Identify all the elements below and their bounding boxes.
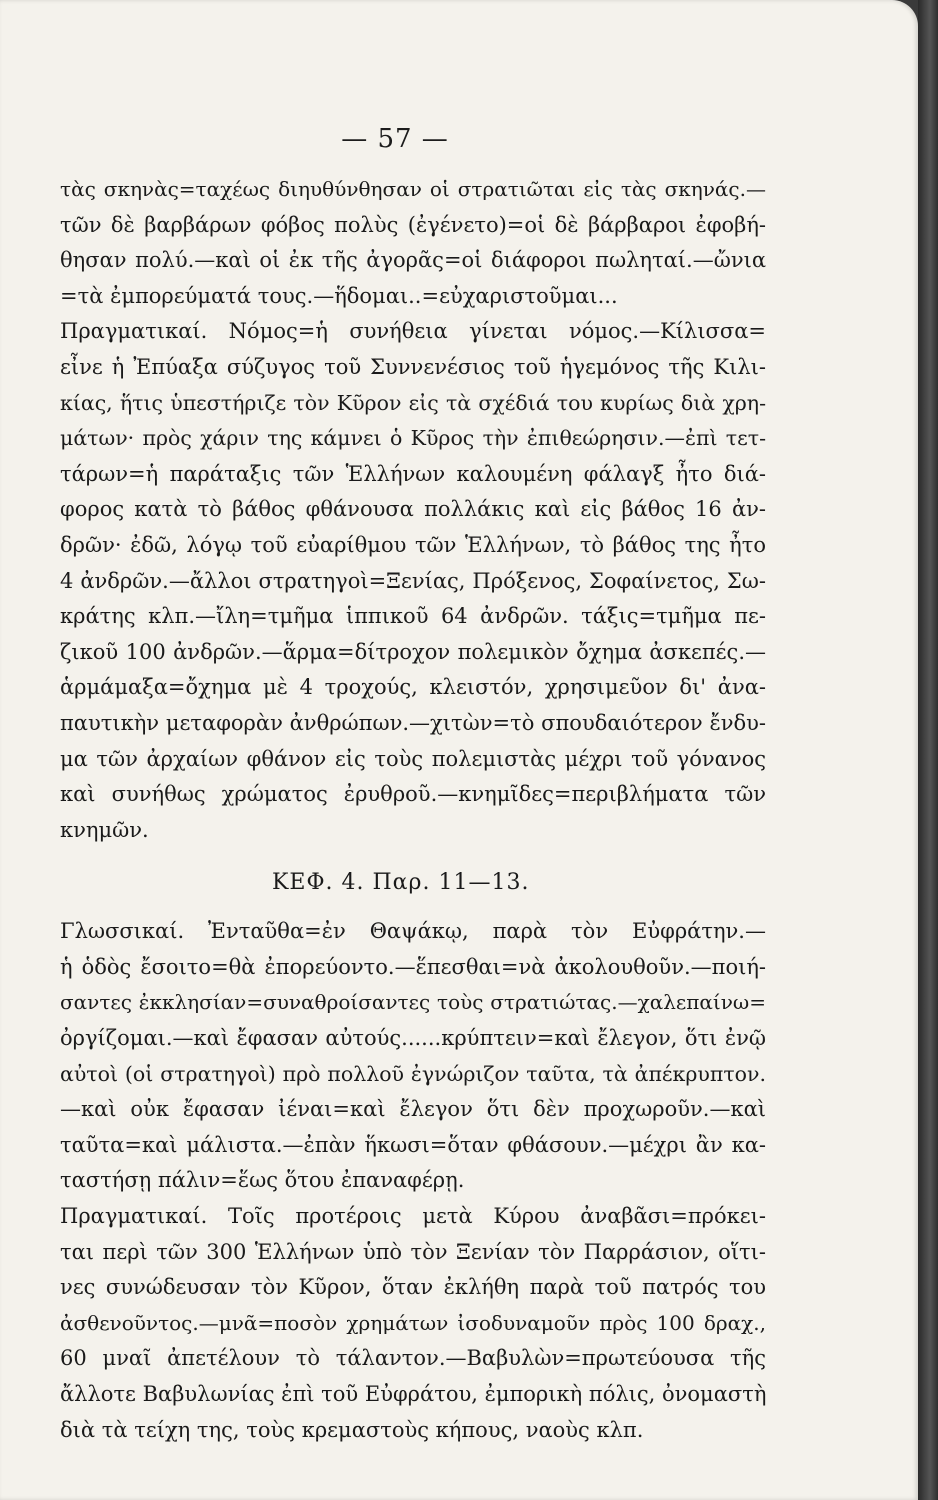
text-line: καὶ συνήθως χρώματος ἐρυθροῦ.—κνημῖδες=περιβλήματα τῶν	[60, 782, 766, 807]
text-line: ζικοῦ 100 ἀνδρῶν.—ἅρμα=δίτροχον πολεμικὸν ὄχημα ἀσκεπές.—	[60, 639, 766, 664]
text-line: αὐτοὶ (οἱ στρατηγοὶ) πρὸ πολλοῦ ἐγνώριζον ταῦτα, τὰ ἀπέκρυπτον.	[60, 1061, 766, 1086]
text-line: —καὶ οὐκ ἔφασαν ἰέναι=καὶ ἔλεγον ὅτι δὲν προχωροῦν.—καὶ	[60, 1097, 766, 1122]
notes-paragraph-2	[60, 914, 766, 1199]
text-line: τῶν δὲ βαρβάρων φόβος πολὺς (ἐγένετο)=οἱ δὲ βάρβαροι ἐφοβή-	[60, 212, 766, 237]
text-line: μα τῶν ἀρχαίων φθάνον εἰς τοὺς πολεμιστὰς μέχρι τοῦ γόνανος	[60, 746, 766, 771]
text-line: Γλωσσικαί. Ἐνταῦθα=ἐν Θαψάκῳ, παρὰ τὸν Εὐφράτην.—	[60, 919, 766, 944]
text-line: μάτων· πρὸς χάριν της κάμνει ὁ Κῦρος τὴν ἐπιθεώρησιν.—ἐπὶ τετ-	[60, 426, 766, 451]
notes-paragraph-1	[60, 172, 766, 848]
text-line: =τὰ ἐμπορεύματά τους.—ἥδομαι..=εὐχαριστοῦμαι...	[60, 283, 618, 308]
text-line: νες συνώδευσαν τὸν Κῦρον, ὅταν ἐκλήθη παρὰ τοῦ πατρός του	[60, 1275, 766, 1300]
text-line: 4 ἀνδρῶν.—ἄλλοι στρατηγοὶ=Ξενίας, Πρόξενος, Σοφαίνετος, Σω-	[60, 568, 766, 593]
text-line: ἀσθενοῦντος.—μνᾶ=ποσὸν χρημάτων ἰσοδυναμοῦν πρὸς 100 δραχ.,	[60, 1310, 766, 1335]
text-line: παυτικὴν μεταφορὰν ἀνθρώπων.—χιτὼν=τὸ σπουδαιότερον ἔνδυ-	[60, 710, 766, 735]
text-line: κνημῶν.	[60, 817, 149, 842]
book-spine-edge	[918, 0, 938, 1500]
text-line: κίας, ἥτις ὑπεστήριζε τὸν Κῦρον εἰς τὰ σχέδιά του κυρίως διὰ χρη-	[60, 390, 766, 415]
text-line: Πραγματικαί. Νόμος=ἡ συνήθεια γίνεται νόμος.—Κίλισσα=	[60, 319, 766, 344]
text-line: κράτης κλπ.—ἴλη=τμῆμα ἱππικοῦ 64 ἀνδρῶν. τάξις=τμῆμα πε-	[60, 604, 766, 629]
chapter-heading: ΚΕΦ. 4. Παρ. 11—13.	[272, 870, 530, 896]
text-line: ται περὶ τῶν 300 Ἑλλήνων ὑπὸ τὸν Ξενίαν τὸν Παρράσιον, οἵτι-	[60, 1239, 766, 1264]
text-line: Πραγματικαί. Τοῖς προτέροις μετὰ Κύρου ἀναβᾶσι=πρόκει-	[60, 1204, 766, 1229]
text-line: 60 μναῖ ἀπετέλουν τὸ τάλαντον.—Βαβυλὼν=πρωτεύουσα τῆς	[60, 1346, 766, 1371]
page-number: — 57 —	[341, 124, 449, 154]
text-line: ταῦτα=καὶ μάλιστα.—ἐπὰν ἥκωσι=ὅταν φθάσουν.—μέχρι ἂν κα-	[60, 1132, 766, 1157]
text-line: ὀργίζομαι.—καὶ ἔφασαν αὐτούς......κρύπτειν=καὶ ἔλεγον, ὅτι ἐνῷ	[60, 1026, 766, 1051]
notes-paragraph-3	[60, 1199, 766, 1448]
text-line: διὰ τὰ τείχη της, τοὺς κρεμαστοὺς κήπους, ναοὺς κλπ.	[60, 1417, 644, 1442]
text-line: τὰς σκηνὰς=ταχέως διηυθύνθησαν οἱ στρατιῶται εἰς τὰς σκηνάς.—	[60, 177, 766, 201]
text-line: ἡ ὁδὸς ἔσοιτο=θὰ ἐπορεύοντο.—ἕπεσθαι=νὰ ἀκολουθοῦν.—ποιή-	[60, 954, 766, 979]
text-line: ἄλλοτε Βαβυλωνίας ἐπὶ τοῦ Εὐφράτου, ἐμπορικὴ πόλις, ὀνομαστὴ	[60, 1382, 767, 1406]
text-line: σαντες ἐκκλησίαν=συναθροίσαντες τοὺς στρατιώτας.—χαλεπαίνω=	[60, 990, 766, 1015]
text-line: εἶνε ἡ Ἐπύαξα σύζυγος τοῦ Συννενέσιος τοῦ ἡγεμόνος τῆς Κιλι-	[60, 354, 766, 379]
text-line: ταστήσῃ πάλιν=ἕως ὅτου ἐπαναφέρῃ.	[60, 1168, 465, 1193]
text-line: δρῶν· ἐδῶ, λόγῳ τοῦ εὐαρίθμου τῶν Ἑλλήνων, τὸ βάθος της ἦτο	[60, 532, 766, 557]
text-line: θησαν πολύ.—καὶ οἱ ἐκ τῆς ἀγορᾶς=οἱ διάφοροι πωληταί.—ὤνια	[60, 248, 766, 273]
text-line: φορος κατὰ τὸ βάθος φθάνουσα πολλάκις καὶ εἰς βάθος 16 ἀν-	[60, 497, 766, 522]
page-text	[60, 172, 766, 1448]
text-line: ἁρμάμαξα=ὄχημα μὲ 4 τροχούς, κλειστόν, χρησιμεῦον δι' ἀνα-	[60, 675, 766, 700]
text-line: τάρων=ἡ παράταξις τῶν Ἑλλήνων καλουμένη φάλαγξ ἦτο διά-	[60, 461, 766, 486]
